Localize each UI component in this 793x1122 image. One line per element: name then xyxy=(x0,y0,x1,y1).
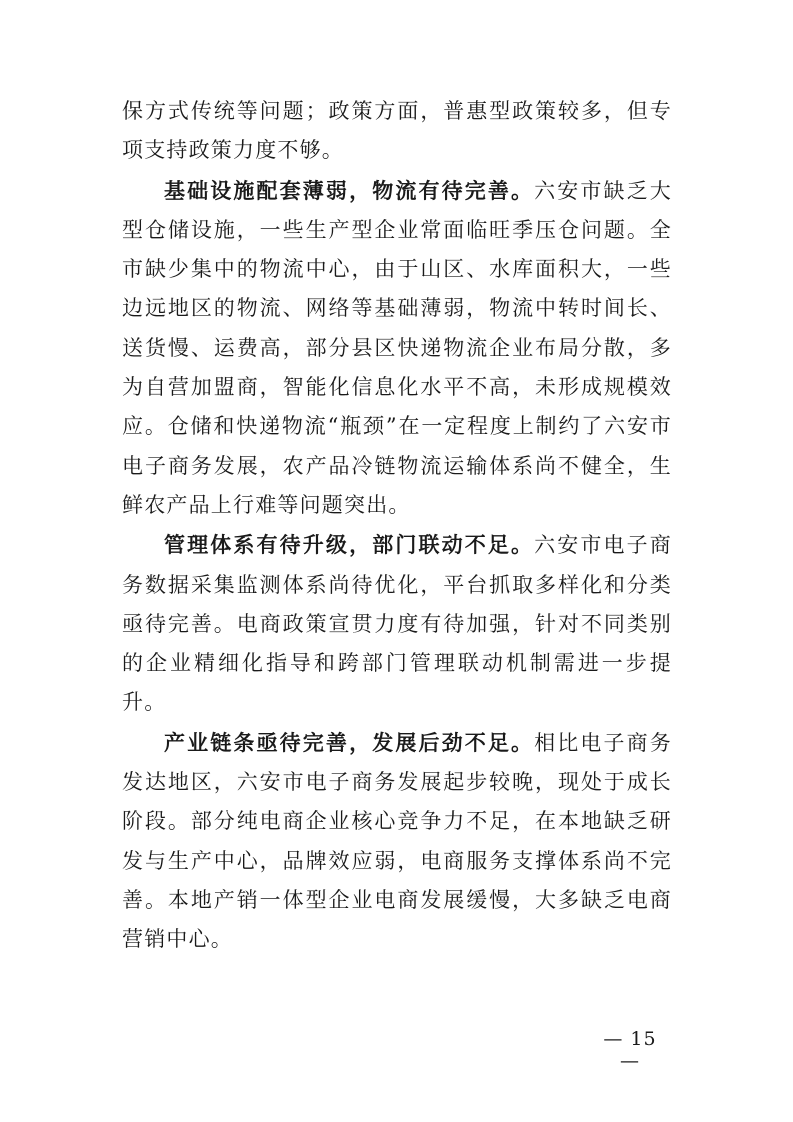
paragraph-heading: 产业链条亟待完善，发展后劲不足。 xyxy=(164,729,535,755)
paragraph-text: 相比电子商务发达地区，六安市电子商务发展起步较晚，现处于成长阶段。部分纯电商企业核心竞争力不足，在本地缺乏研发与生产中心，品牌效应弱，电商服务支撑体系尚不完善。本地产销一体型企业电商发展缓慢，大多缺乏电商营销中心。 xyxy=(122,730,673,952)
paragraph-text: 六安市电子商务数据采集监测体系尚待优化，平台抓取多样化和分类亟待完善。电商政策宣贯力度有待加强，针对不同类别的企业精细化指导和跨部门管理联动机制需进一步提升。 xyxy=(122,533,673,715)
paragraph-infrastructure xyxy=(122,171,672,526)
paragraph-heading: 管理体系有待升级，部门联动不足。 xyxy=(164,532,535,558)
paragraph-industry-chain xyxy=(122,723,672,960)
paragraph-continuation xyxy=(122,92,672,171)
paragraph-management xyxy=(122,525,672,722)
paragraph-text: 六安市缺乏大型仓储设施，一些生产型企业常面临旺季压仓问题。全市缺少集中的物流中心，由于山区、水库面积大，一些边远地区的物流、网络等基础薄弱，物流中转时间长、送货慢、运费高，部分县区快递物流企业布局分散，多为自营加盟商，智能化信息化水平不高，未形成规模效应。仓储和快递物流“瓶颈”在一定程度上制约了六安市电子商务发展，农产品冷链物流运输体系尚不健全，生鲜农产品上行难等问题突出。 xyxy=(122,178,673,517)
paragraph-heading: 基础设施配套薄弱，物流有待完善。 xyxy=(164,177,535,203)
body-text xyxy=(122,92,672,960)
page-number: — 15 — xyxy=(603,1028,657,1072)
paragraph-text: 保方式传统等问题；政策方面，普惠型政策较多，但专项支持政策力度不够。 xyxy=(122,99,672,163)
